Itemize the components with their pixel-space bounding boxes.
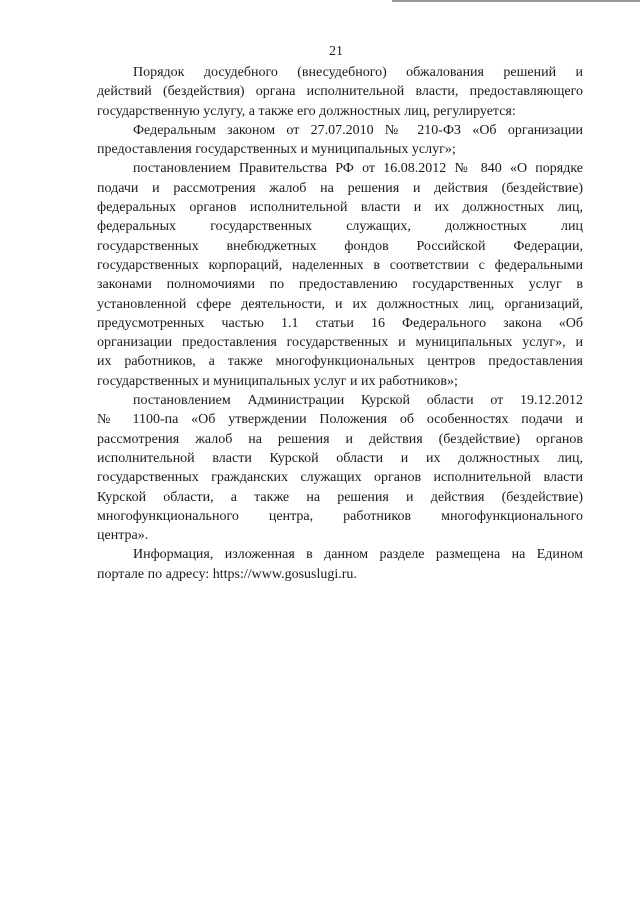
text-line: постановлением Правительства РФ от 16.08.2012 № 840 «О порядке [133,161,583,177]
text-line: организации предоставления государственных и муниципальных услуг», и [97,335,583,351]
text-line: рассмотрения жалоб на решения и действия (бездействие) органов [97,431,583,447]
text-line: действий (бездействия) органа исполнительной власти, предоставляющего [97,84,583,100]
text-line: портале по адресу: https://www.gosuslugi.ru. [97,566,357,582]
text-line: законами полномочиями по предоставлению государственных услуг в [97,277,583,293]
text-line: центра». [97,528,149,544]
text-line: многофункционального центра, работников многофункционального [97,508,583,524]
page-number: 21 [329,44,343,59]
text-line: федеральных государственных служащих, должностных лиц [97,219,583,235]
text-line: исполнительной власти Курской области и их должностных лиц, [97,450,583,466]
document-body [97,63,583,584]
text-line: их работников, а также многофункциональных центров предоставления [97,354,583,370]
text-line: предусмотренных частью 1.1 статьи 16 Федерального закона «Об [97,315,583,331]
text-line: федеральных органов исполнительной власти и их должностных лиц, [97,200,583,216]
text-line: государственную услугу, а также его должностных лиц, регулируется: [97,103,516,119]
text-line: № 1100-па «Об утверждении Положения об особенностях подачи и [97,412,583,428]
text-line: Информация, изложенная в данном разделе размещена на Едином [133,547,583,563]
top-border-line [392,0,640,2]
text-line: подачи и рассмотрения жалоб на решения и действия (бездействие) [97,180,583,196]
text-line: государственных и муниципальных услуг и их работников»; [97,373,458,389]
text-line: государственных гражданских служащих органов исполнительной власти [97,470,583,486]
text-line: государственных внебюджетных фондов Российской Федерации, [97,238,583,254]
text-line: установленной сфере деятельности, и их должностных лиц, организаций, [97,296,583,312]
text-line: постановлением Администрации Курской области от 19.12.2012 [133,393,583,409]
text-line: государственных корпораций, наделенных в соответствии с федеральными [97,257,583,273]
text-line: Курской области, а также на решения и действия (бездействие) [97,489,583,505]
text-line: Порядок досудебного (внесудебного) обжалования решений и [133,65,583,80]
text-line: Федеральным законом от 27.07.2010 № 210-ФЗ «Об организации [133,122,583,138]
text-line: предоставления государственных и муниципальных услуг»; [97,142,456,158]
